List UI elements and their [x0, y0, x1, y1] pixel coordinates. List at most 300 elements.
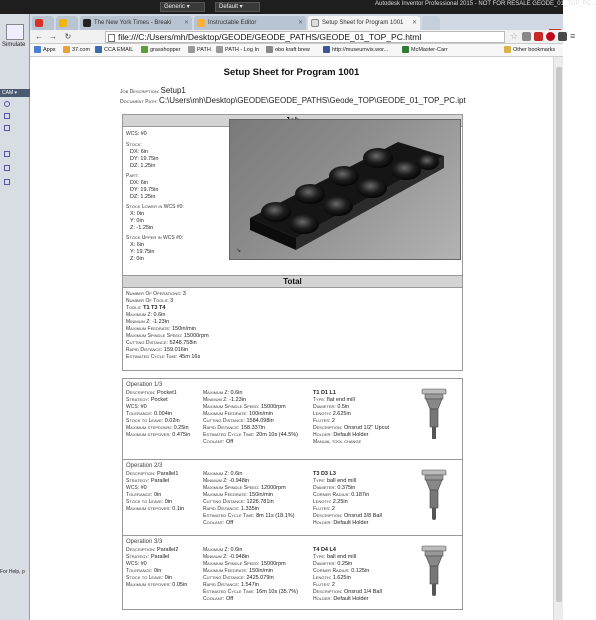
- document-path-value: C:\Users\mh\Desktop\GEODE\GEODE_PATHS\Geode_TOP\GEODE_01_TOP_PC.ipt: [159, 96, 466, 105]
- operation-key: Maximum Spindle Speed:: [203, 561, 260, 567]
- total-key: Estimated Cycle Time:: [126, 354, 178, 360]
- operation-value: Default Holder: [333, 596, 369, 602]
- operation-row: [313, 513, 382, 520]
- bookmark-icon: [63, 46, 70, 53]
- tab-star[interactable]: [56, 16, 78, 30]
- operation-key: Diameter:: [313, 485, 336, 491]
- operation-value: #0: [140, 404, 147, 410]
- stock-lower-x: X: 0in: [130, 211, 145, 217]
- operation-row: [313, 561, 352, 568]
- operation-row: [126, 411, 172, 418]
- bookmark-label: PATH: [197, 47, 211, 53]
- operation-key: Minimum Z:: [203, 554, 228, 560]
- operation-row: [203, 492, 273, 499]
- new-tab-button[interactable]: [422, 16, 440, 30]
- close-tab-icon[interactable]: ✕: [411, 20, 417, 26]
- operation-value: 15000rpm: [260, 561, 286, 567]
- operation-key: Description:: [313, 425, 343, 431]
- operation-value: 0.6in: [230, 547, 243, 553]
- operation-value: Onsrud 1/2" Upcut: [343, 425, 390, 431]
- part-dx: DX: 6in: [130, 180, 149, 186]
- operation-value: 2425.079in: [246, 575, 274, 581]
- ball-end-mill-icon: [419, 468, 449, 522]
- total-row: [126, 333, 209, 340]
- operation-row: [203, 596, 233, 603]
- tree-node-icon[interactable]: [4, 165, 10, 171]
- operation-value: 0.375in: [337, 485, 356, 491]
- operation-key: Strategy:: [126, 397, 150, 403]
- document-path-label: Document Path:: [120, 99, 158, 105]
- operation-row: [203, 513, 295, 520]
- tree-node-icon[interactable]: [4, 113, 10, 119]
- operation-row: [313, 575, 351, 582]
- bookmark-grasshopper[interactable]: [141, 44, 181, 57]
- total-value: 15000rpm: [183, 333, 209, 339]
- operation-value: Off: [225, 520, 234, 526]
- operation-row: [203, 499, 274, 506]
- stock-upper-label: [126, 235, 183, 242]
- simulate-label: Simulate: [2, 42, 26, 48]
- operation-row: [126, 568, 161, 575]
- job-section: [122, 114, 463, 276]
- total-row: [126, 347, 188, 354]
- operation-key: Rapid Distance:: [203, 425, 240, 431]
- tab-label: Setup Sheet for Program 1001: [322, 20, 404, 26]
- operation-title: Operation 3/3: [126, 539, 163, 545]
- pinterest-icon[interactable]: [546, 32, 555, 41]
- star-bookmark-icon[interactable]: ☆: [510, 31, 519, 41]
- operation-row: [313, 492, 369, 499]
- operation-key: Strategy:: [126, 478, 150, 484]
- bookmark-icon: [266, 46, 273, 53]
- operation-row: [126, 582, 187, 589]
- operation-value: #0: [140, 485, 147, 491]
- stock-upper-x: X: 6in: [130, 242, 145, 248]
- operation-value: 0.5in: [337, 404, 350, 410]
- back-icon[interactable]: ←: [35, 32, 43, 41]
- operation-key: Maximum stepover:: [126, 432, 171, 438]
- stock-label-text: Stock:: [126, 142, 142, 148]
- operation-key: Type:: [313, 554, 326, 560]
- total-value: 150in/min: [172, 326, 196, 332]
- operation-key: Stock to Leave:: [126, 418, 164, 424]
- operation-value: 16m 10s (35.7%): [256, 589, 298, 595]
- operation-key: Description:: [313, 513, 343, 519]
- total-row: [126, 340, 197, 347]
- operation-key: Maximum stepdown:: [126, 425, 173, 431]
- extension-icon[interactable]: [558, 32, 567, 41]
- operation-value: 0in: [164, 575, 173, 581]
- stock-upper-z: Z: 0in: [130, 256, 144, 262]
- operation-block: [123, 459, 462, 535]
- operation-key: Cutting Distance:: [203, 418, 245, 424]
- operation-row: [313, 425, 389, 432]
- bookmark-37[interactable]: [63, 44, 90, 57]
- total-value: 0.6in: [153, 312, 166, 318]
- operation-row: [203, 425, 265, 432]
- tool-number: T1 D1 L1: [313, 390, 336, 396]
- operation-key: Maximum Z:: [203, 471, 229, 477]
- cam-tree: [2, 99, 28, 359]
- bookmark-label: CCA EMAIL: [104, 47, 134, 53]
- operation-key: Maximum stepover:: [126, 582, 171, 588]
- tab-gmail[interactable]: [32, 16, 54, 30]
- operation-row: [126, 418, 180, 425]
- bookmark-other[interactable]: [504, 44, 555, 57]
- menu-icon[interactable]: ≡: [570, 31, 576, 41]
- total-value: 3: [182, 291, 186, 297]
- operation-key: Minimum Z:: [203, 397, 228, 403]
- total-row: [126, 354, 200, 361]
- operation-key: Flutes:: [313, 506, 331, 512]
- wcs-value: #0: [140, 131, 147, 137]
- operation-row: [203, 471, 242, 478]
- total-value: 5248.758in: [169, 340, 197, 346]
- stock-lower-label-text: Stock Lower in WCS #0:: [126, 204, 184, 210]
- operation-row: [126, 554, 169, 561]
- operation-value: Off: [225, 439, 234, 445]
- app-title: Autodesk Inventor Professional 2015 - NOT FOR RESALE GEODE_01_TOP_PC...: [375, 1, 596, 7]
- operation-key: Type:: [313, 397, 326, 403]
- operation-key: Holder:: [313, 520, 332, 526]
- total-row: [126, 326, 196, 333]
- operation-title: Operation 1/3: [126, 382, 163, 388]
- address-bar[interactable]: [105, 31, 505, 43]
- reload-icon[interactable]: ↻: [64, 32, 72, 41]
- operation-key: Length:: [313, 499, 332, 505]
- operation-row: [203, 439, 233, 446]
- stock-label: [126, 142, 142, 149]
- operation-row: [313, 506, 335, 513]
- total-key: Maximum Feedrate:: [126, 326, 171, 332]
- operation-key: Description:: [126, 547, 156, 553]
- browser-toolbar: [30, 30, 576, 44]
- operation-value: Parallel: [150, 478, 170, 484]
- operation-value: 15000rpm: [260, 404, 286, 410]
- operation-key: Description:: [313, 589, 343, 595]
- operation-value: -0.948in: [229, 554, 250, 560]
- operation-value: ball end mill: [326, 478, 357, 484]
- status-help-text: For Help, p: [0, 569, 25, 575]
- operation-key: Tolerance:: [126, 492, 153, 498]
- operation-title: Operation 2/3: [126, 463, 163, 469]
- operation-row: [313, 411, 351, 418]
- bookmark-path-login[interactable]: [216, 44, 259, 57]
- job-description: [120, 86, 186, 95]
- operation-key: Stock to Leave:: [126, 575, 164, 581]
- operation-row: [126, 499, 172, 506]
- operation-row: [126, 478, 169, 485]
- total-key: Rapid Distance:: [126, 347, 163, 353]
- operation-key: Coolant:: [203, 439, 225, 445]
- total-value: 3: [170, 298, 174, 304]
- operation-key: WCS:: [126, 404, 140, 410]
- operation-row: [126, 404, 147, 411]
- operation-key: Tolerance:: [126, 568, 153, 574]
- operation-row: [203, 432, 298, 439]
- operation-key: Maximum Feedrate:: [203, 492, 248, 498]
- bookmark-label: 37.com: [72, 47, 91, 53]
- operation-row: [203, 411, 273, 418]
- operation-value: Pocket1: [156, 390, 177, 396]
- operation-block: [123, 535, 462, 611]
- bookmark-icon: [323, 46, 330, 53]
- total-key: Maximum Spindle Speed:: [126, 333, 183, 339]
- operation-key: Rapid Distance:: [203, 506, 240, 512]
- cam-browser-header[interactable]: CAM ▾: [0, 89, 30, 97]
- flat-end-mill-icon: [419, 387, 449, 441]
- tab-label: Instructable Editor: [208, 20, 257, 26]
- operation-key: Stock to Leave:: [126, 499, 164, 505]
- operation-value: 1.547in: [240, 582, 259, 588]
- window-titlebar: [0, 0, 596, 14]
- cam-label: CAM: [2, 90, 14, 96]
- operation-key: WCS:: [126, 485, 140, 491]
- operation-row: [313, 520, 368, 527]
- bookmark-label: McMaster-Carr: [411, 47, 448, 53]
- operation-key: Rapid Distance:: [203, 582, 240, 588]
- tree-node-icon[interactable]: [4, 151, 10, 157]
- operation-value: 1584.098in: [246, 418, 274, 424]
- operation-key: Estimated Cycle Time:: [203, 432, 255, 438]
- bookmark-cca-email[interactable]: [95, 44, 133, 57]
- operation-row: [126, 575, 172, 582]
- part-preview-image: [229, 119, 461, 260]
- tool-number: T3 D3 L3: [313, 471, 336, 477]
- bookmark-mcmaster[interactable]: [402, 44, 448, 57]
- view-dropdown[interactable]: Default ▾: [215, 2, 260, 12]
- operation-row: [313, 439, 361, 446]
- operation-key: Flutes:: [313, 582, 331, 588]
- operation-row: [203, 478, 249, 485]
- document-icon: [311, 19, 319, 27]
- total-key: Maximum Z:: [126, 312, 152, 318]
- operation-value: -1.23in: [229, 397, 247, 403]
- tab-instructables[interactable]: [194, 16, 306, 30]
- bookmark-icon: [141, 46, 148, 53]
- operations-section: [122, 378, 463, 610]
- operation-key: Holder:: [313, 432, 332, 438]
- total-value: -1.23in: [152, 319, 170, 325]
- operation-row: [203, 390, 242, 397]
- operation-key: Estimated Cycle Time:: [203, 513, 255, 519]
- total-row: [126, 305, 165, 312]
- operation-value: 0.6in: [230, 390, 243, 396]
- operation-value: 12000rpm: [260, 485, 286, 491]
- operation-value: 2: [331, 582, 335, 588]
- stock-lower-label: [126, 204, 184, 211]
- operation-row: [126, 425, 189, 432]
- bookmark-apps[interactable]: [34, 44, 56, 57]
- operation-value: 0.25in: [337, 561, 353, 567]
- operation-key: Flutes:: [313, 418, 331, 424]
- operation-key: Strategy:: [126, 554, 150, 560]
- operation-value: Parallel2: [156, 547, 179, 553]
- total-key: Minimum Z:: [126, 319, 151, 325]
- operation-value: 0.6in: [230, 471, 243, 477]
- operation-value: 0.475in: [172, 432, 191, 438]
- apps-icon: [34, 46, 41, 53]
- total-key: Number Of Tools:: [126, 298, 169, 304]
- total-value: 45m 16s: [179, 354, 201, 360]
- operation-row: [126, 485, 147, 492]
- operation-row: [126, 492, 161, 499]
- operation-row: [203, 568, 273, 575]
- operation-key: Minimum Z:: [203, 478, 228, 484]
- total-header: Total: [123, 276, 462, 288]
- operation-key: Type:: [313, 478, 326, 484]
- operation-key: WCS:: [126, 561, 140, 567]
- operation-value: 2.25in: [332, 499, 348, 505]
- stock-lower-y: Y: 0in: [130, 218, 144, 224]
- ball-end-mill-icon: [419, 544, 449, 598]
- nyt-icon: [83, 19, 91, 27]
- stock-dz: DZ: 1.25in: [130, 163, 156, 169]
- total-key: Tools:: [126, 305, 142, 311]
- close-tab-icon[interactable]: ✕: [183, 20, 189, 26]
- forward-icon[interactable]: →: [49, 32, 57, 41]
- operation-key: Maximum Spindle Speed:: [203, 485, 260, 491]
- tree-node-icon[interactable]: [4, 101, 10, 107]
- operation-key: Corner Radius:: [313, 492, 350, 498]
- operation-key: Diameter:: [313, 561, 336, 567]
- operation-key: Diameter:: [313, 404, 336, 410]
- total-value: T1 T3 T4: [143, 305, 166, 311]
- operation-row: [313, 499, 348, 506]
- operation-row: [203, 554, 249, 561]
- total-row: [126, 291, 186, 298]
- operation-key: Coolant:: [203, 596, 225, 602]
- operation-value: 2: [331, 506, 335, 512]
- operation-value: #0: [140, 561, 147, 567]
- operation-value: Pocket: [150, 397, 168, 403]
- bookmark-icon: [216, 46, 223, 53]
- operation-row: [203, 418, 274, 425]
- operation-value: 100in/min: [249, 411, 273, 417]
- operation-key: Corner Radius:: [313, 568, 350, 574]
- operation-value: Parallel1: [156, 471, 179, 477]
- tab-setup-sheet[interactable]: [308, 16, 420, 30]
- operation-key: Estimated Cycle Time:: [203, 589, 255, 595]
- total-section: [122, 275, 463, 371]
- operation-value: Onsrud 3/8 Ball: [343, 513, 382, 519]
- operation-row: [203, 404, 286, 411]
- tool-number: T4 D4 L4: [313, 547, 336, 553]
- bookmark-label: Apps: [43, 47, 56, 53]
- browser-tab-strip: [30, 14, 563, 30]
- stock-dx: DX: 6in: [130, 149, 149, 155]
- operation-row: [313, 397, 355, 404]
- operation-row: [313, 596, 368, 603]
- bookmark-label: obo kraft brew: [275, 47, 310, 53]
- operation-value: 0.125in: [351, 568, 370, 574]
- operation-value: 0in: [164, 499, 173, 505]
- operation-key: Holder:: [313, 596, 332, 602]
- operation-value: 0.05in: [172, 582, 188, 588]
- bookmark-label: Other bookmarks: [513, 47, 556, 53]
- operation-value: flat end mill: [326, 397, 355, 403]
- instructables-icon: [197, 19, 205, 27]
- operation-row: [313, 582, 335, 589]
- operation-row: [203, 589, 298, 596]
- tree-node-icon[interactable]: [4, 125, 10, 131]
- page-scrollbar[interactable]: [553, 57, 563, 620]
- wcs-label: WCS:: [126, 131, 140, 137]
- total-row: [126, 312, 165, 319]
- operation-key: Cutting Distance:: [203, 575, 245, 581]
- svg-text:↘: ↘: [236, 248, 242, 254]
- operation-value: 0.02in: [164, 418, 180, 424]
- operation-key: Coolant:: [203, 520, 225, 526]
- operation-value: 0.004in: [153, 411, 173, 417]
- simulate-icon[interactable]: [6, 24, 24, 40]
- operation-key: Maximum Z:: [203, 547, 229, 553]
- operation-value: 8m 11s (18.1%): [256, 513, 295, 519]
- operation-row: [313, 554, 356, 561]
- total-key: Cutting Distance:: [126, 340, 168, 346]
- operation-row: [126, 397, 168, 404]
- extension-icon[interactable]: [522, 32, 531, 41]
- operation-value: 2: [331, 418, 335, 424]
- operation-value: 150in/min: [249, 568, 273, 574]
- operation-value: 158.337in: [240, 425, 266, 431]
- operation-row: [313, 568, 369, 575]
- operation-key: Length:: [313, 575, 332, 581]
- operation-row: [126, 471, 178, 478]
- operation-key: Manual tool change: [313, 439, 362, 445]
- bookmark-path[interactable]: [188, 44, 211, 57]
- job-wcs: [126, 131, 147, 138]
- tree-node-icon[interactable]: [4, 179, 10, 185]
- operation-block: [123, 379, 462, 459]
- operation-row: [126, 506, 184, 513]
- operation-value: Parallel: [150, 554, 170, 560]
- style-dropdown[interactable]: Generic ▾: [160, 2, 205, 12]
- bookmark-obo[interactable]: [266, 44, 310, 57]
- scrollbar-thumb[interactable]: [556, 67, 562, 602]
- tab-nytimes[interactable]: [80, 16, 192, 30]
- close-tab-icon[interactable]: ✕: [297, 20, 303, 26]
- total-value: 159.016in: [163, 347, 189, 353]
- operation-value: 0.187in: [351, 492, 370, 498]
- operation-row: [203, 582, 259, 589]
- bookmark-label: PATH - Log In: [225, 47, 260, 53]
- operation-row: [126, 547, 178, 554]
- extension-icon[interactable]: [534, 32, 543, 41]
- operation-row: [203, 520, 233, 527]
- operation-value: Off: [225, 596, 234, 602]
- part-dy: DY: 19.75in: [130, 187, 159, 193]
- style-dropdown-value: Generic: [164, 4, 186, 10]
- bookmark-icon: [402, 46, 409, 53]
- operation-row: [203, 561, 286, 568]
- folder-icon: [504, 46, 511, 53]
- bookmark-museumvis[interactable]: [323, 44, 388, 57]
- total-row: [126, 298, 173, 305]
- operation-value: 150in/min: [249, 492, 273, 498]
- operation-value: 0.25in: [173, 425, 189, 431]
- operation-key: Length:: [313, 411, 332, 417]
- total-row: [126, 319, 169, 326]
- operation-value: 1.625in: [332, 575, 351, 581]
- operation-row: [313, 432, 368, 439]
- operation-key: Tolerance:: [126, 411, 153, 417]
- stock-lower-z: Z: -1.25in: [130, 225, 154, 231]
- job-description-label: Job Description:: [120, 89, 160, 95]
- star-icon: [59, 19, 67, 27]
- operation-value: Default Holder: [333, 520, 369, 526]
- operation-row: [313, 478, 356, 485]
